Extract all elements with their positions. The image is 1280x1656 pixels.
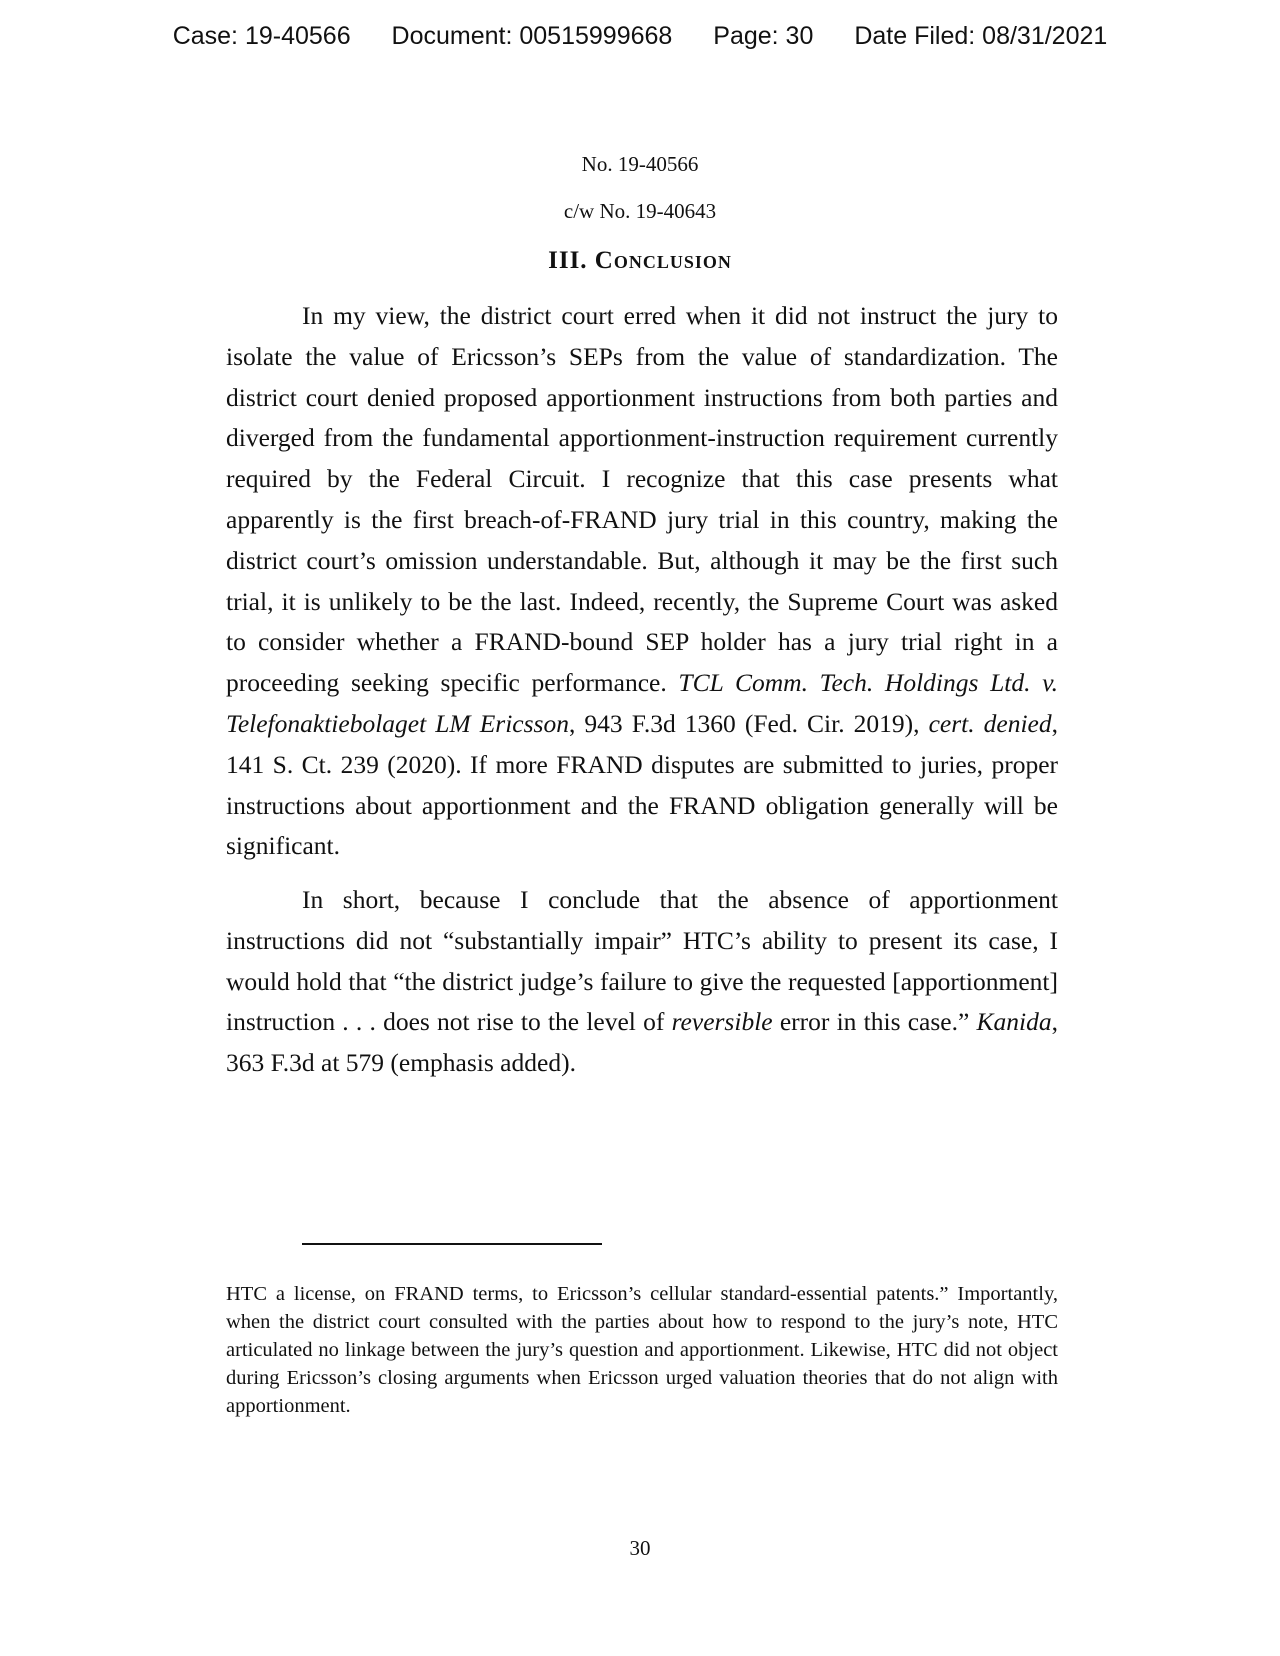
header-document: Document: 00515999668 — [391, 22, 673, 50]
header-date-filed: Date Filed: 08/31/2021 — [854, 22, 1108, 50]
header-page: Page: 30 — [713, 22, 814, 50]
header-case: Case: 19-40566 — [172, 22, 351, 50]
citation-cert-denied: cert. denied — [928, 708, 1052, 738]
filing-header — [0, 22, 1280, 51]
page-number: 30 — [629, 1536, 651, 1560]
citation-case-name: TCL Comm. Tech. Holdings Ltd. v. Telefonaktiebolaget LM Ericsson — [226, 668, 1058, 738]
conclusion-paragraph-1 — [226, 296, 1058, 867]
footnote-continuation: HTC a license, on FRAND terms, to Ericsson’s cellular standard-essential patents.” Importantly, when the district court consulted with the parties about how to respond to the jury’s note, HTC articulated no linkage between the jury’s question and apportionment. Likewise, HTC did not object during Ericsson’s closing arguments when Ericsson urged valuation theories that do not align with apportionment. — [226, 1283, 1058, 1417]
emphasis-reversible: reversible — [671, 1007, 773, 1037]
section-heading — [0, 247, 1280, 275]
section-title: Conclusion — [594, 247, 732, 274]
paragraph-1-text-a: In my view, the district court erred when it did not instruct the jury to isolate the value of Ericsson’s SEPs from the value of standardization. The district court denied proposed apportionment instructions from both parties and diverged from the fundamental apportionment-instruction requirement currently required by the Federal Circuit. I recognize that this case presents what apparently is the first breach-of-FRAND jury trial in this country, making the district court’s omission understandable. But, although it may be the first such trial, it is unlikely to be the last. Indeed, recently, the Supreme Court was asked to consider whether a FRAND-bound SEP holder has a jury trial right in a proceeding seeking specific performance. — [226, 301, 1058, 698]
paragraph-2-text-a: In short, because I conclude that the absence of apportionment instructions did not “substantially impair” HTC’s ability to present its case, I would hold that “the district judge’s failure to give the requested [apportionment] instruction . . . does not rise to the level of — [226, 885, 1058, 1037]
citation-kanida: Kanida — [976, 1007, 1052, 1037]
paragraph-1-text-b: , 943 F.3d 1360 (Fed. Cir. 2019), — [568, 708, 929, 738]
conclusion-paragraph-2 — [226, 880, 1058, 1084]
paragraph-2-text-c: , 363 F.3d at 579 (emphasis added). — [226, 1007, 1058, 1078]
case-number: No. 19-40566 — [581, 152, 699, 176]
paragraph-1-text-c: , 141 S. Ct. 239 (2020). If more FRAND disputes are submitted to juries, proper instructions about apportionment and the FRAND obligation generally will be significant. — [226, 708, 1058, 861]
paragraph-2-text-b: error in this case.” — [772, 1007, 977, 1037]
section-numeral: III. — [548, 247, 595, 274]
consolidated-case-number: c/w No. 19-40643 — [563, 199, 717, 223]
footnote-divider — [302, 1243, 602, 1245]
